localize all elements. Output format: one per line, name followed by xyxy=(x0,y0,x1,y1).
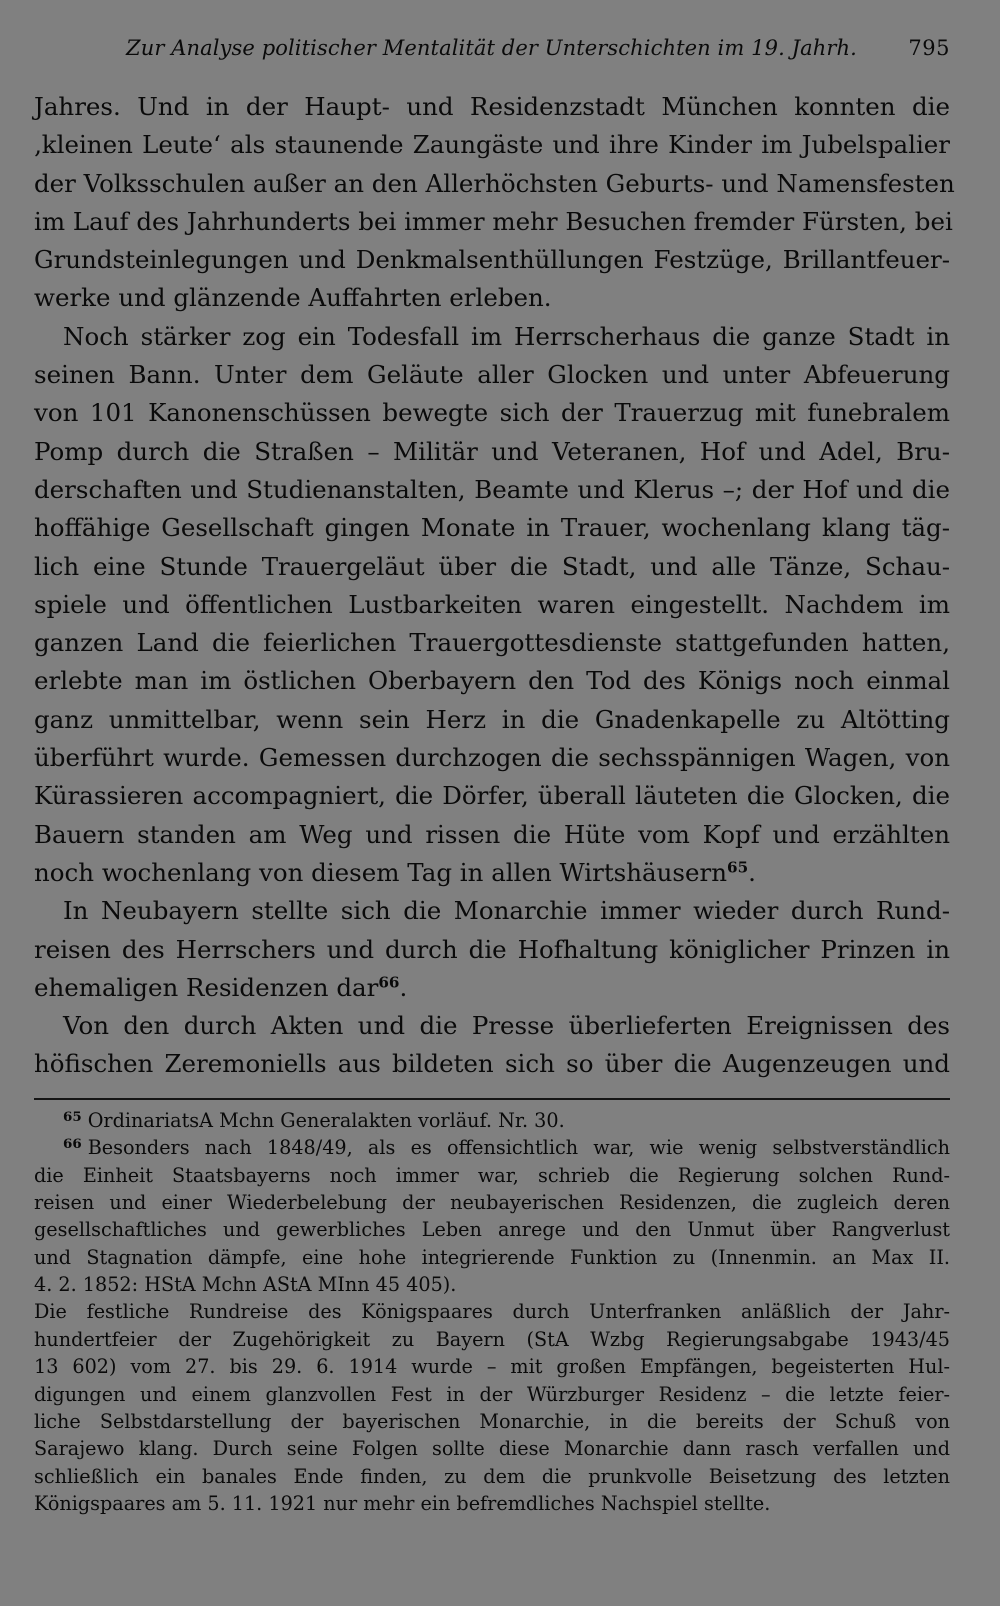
footnote-line: 4. 2. 1852: HStA Mchn AStA MInn 45 405). xyxy=(34,1273,457,1297)
body-line: lich eine Stunde Trauergeläut über die Stadt, und alle Tänze, Schau- xyxy=(34,551,950,581)
body-line: Kürassieren accompagniert, die Dörfer, überall läuteten die Glocken, die xyxy=(34,781,950,811)
footnote-marker: 65 xyxy=(63,1108,82,1125)
page-number: 795 xyxy=(908,36,950,60)
body-line-text: ehemaligen Residenzen dar xyxy=(34,972,379,1002)
footnote-line: Sarajewo klang. Durch seine Folgen sollte diese Monarchie dann rasch verfallen und xyxy=(34,1437,950,1461)
footnote-66 xyxy=(34,1134,950,1161)
body-text xyxy=(34,88,955,1084)
body-line: ganz unmittelbar, wenn sein Herz in die Gnadenkapelle zu Altötting xyxy=(34,704,950,734)
body-line: Pomp durch die Straßen – Militär und Veteranen, Hof und Adel, Bru- xyxy=(34,436,950,466)
footnote-65 xyxy=(34,1107,950,1134)
footnote-text: Besonders nach 1848/49, als es offensichtlich war, wie wenig selbstverständlich xyxy=(87,1136,950,1160)
body-line-with-note xyxy=(34,854,950,892)
footnote-text: OrdinariatsA Mchn Generalakten vorläuf. Nr. 30. xyxy=(87,1108,565,1132)
body-line: Von den durch Akten und die Presse überlieferten Ereignissen des xyxy=(63,1011,950,1041)
body-line: spiele und öffentlichen Lustbarkeiten waren eingestellt. Nachdem im xyxy=(34,589,950,619)
footnote-line: Königspaares am 5. 11. 1921 nur mehr ein befremdliches Nachspiel stellte. xyxy=(34,1492,771,1516)
footnotes xyxy=(34,1107,950,1518)
body-line: überführt wurde. Gemessen durchzogen die sechsspännigen Wagen, von xyxy=(34,743,950,773)
footnote-divider xyxy=(34,1098,950,1100)
body-line: von 101 Kanonenschüssen bewegte sich der Trauerzug mit funebralem xyxy=(34,398,950,428)
body-line: im Lauf des Jahrhunderts bei immer mehr Besuchen fremder Fürsten, bei xyxy=(34,206,953,236)
body-line: werke und glänzende Auffahrten erleben. xyxy=(34,283,552,313)
body-line: hoffähige Gesellschaft gingen Monate in Trauer, wochenlang klang täg- xyxy=(34,513,950,543)
body-line: höfischen Zeremoniells aus bildeten sich so über die Augenzeugen und xyxy=(34,1049,950,1079)
running-header xyxy=(34,30,950,70)
body-line: erlebte man im östlichen Oberbayern den Tod des Königs noch einmal xyxy=(34,666,950,696)
body-line: seinen Bann. Unter dem Geläute aller Glocken und unter Abfeuerung xyxy=(34,360,950,390)
body-line-text: noch wochenlang von diesem Tag in allen Wirtshäusern xyxy=(34,857,727,887)
footnote-line: schließlich ein banales Ende finden, zu dem die prunkvolle Beisetzung des letzten xyxy=(34,1464,950,1488)
body-line: ‚kleinen Leute‘ als staunende Zaungäste und ihre Kinder im Jubelspalier xyxy=(34,130,950,160)
body-line-with-note xyxy=(34,969,950,1007)
sentence-period: . xyxy=(748,857,756,887)
body-line: der Volksschulen außer an den Allerhöchsten Geburts- und Namensfesten xyxy=(34,168,955,198)
body-line: Bauern standen am Weg und rissen die Hüte vom Kopf und erzählten xyxy=(34,819,950,849)
footnote-line: reisen und einer Wiederbelebung der neubayerischen Residenzen, die zugleich deren xyxy=(34,1190,950,1214)
footnote-line: 13 602) vom 27. bis 29. 6. 1914 wurde – mit großen Empfängen, begeisterten Hul- xyxy=(34,1355,950,1379)
footnote-line: liche Selbstdarstellung der bayerischen Monarchie, in die bereits der Schuß von xyxy=(34,1410,950,1434)
footnote-reference[interactable]: 66 xyxy=(378,973,400,992)
book-page xyxy=(34,30,955,1518)
body-line: reisen des Herrschers und durch die Hofhaltung königlicher Prinzen in xyxy=(34,934,950,964)
body-line: Grundsteinlegungen und Denkmalsenthüllungen Festzüge, Brillantfeuer- xyxy=(34,245,950,275)
footnote-marker: 66 xyxy=(63,1136,82,1153)
sentence-period: . xyxy=(399,972,408,1002)
footnote-line: hundertfeier der Zugehörigkeit zu Bayern (StA Wzbg Regierungsabgabe 1943/45 xyxy=(34,1327,950,1351)
body-line: ganzen Land die feierlichen Trauergottesdienste stattgefunden hatten, xyxy=(34,628,950,658)
footnote-line: gesellschaftliches und gewerbliches Leben anrege und den Unmut über Rangverlust xyxy=(34,1218,950,1242)
running-title: Zur Analyse politischer Mentalität der Unterschichten im 19. Jahrh. xyxy=(126,36,857,60)
footnote-line: Die festliche Rundreise des Königspaares durch Unterfranken anläßlich der Jahr- xyxy=(34,1300,950,1324)
footnote-line: digungen und einem glanzvollen Fest in der Würzburger Residenz – die letzte feier- xyxy=(34,1382,950,1406)
footnote-line: die Einheit Staatsbayerns noch immer war, schrieb die Regierung solchen Rund- xyxy=(34,1163,950,1187)
body-line: Noch stärker zog ein Todesfall im Herrscherhaus die ganze Stadt in xyxy=(63,321,950,351)
footnote-reference[interactable]: 65 xyxy=(727,858,749,877)
footnote-line: und Stagnation dämpfe, eine hohe integrierende Funktion zu (Innenmin. an Max II. xyxy=(34,1245,950,1269)
body-line: Jahres. Und in der Haupt- und Residenzstadt München konnten die xyxy=(34,92,950,121)
body-line: In Neubayern stellte sich die Monarchie immer wieder durch Rund- xyxy=(63,896,950,926)
body-line: derschaften und Studienanstalten, Beamte und Klerus –; der Hof und die xyxy=(34,474,950,504)
